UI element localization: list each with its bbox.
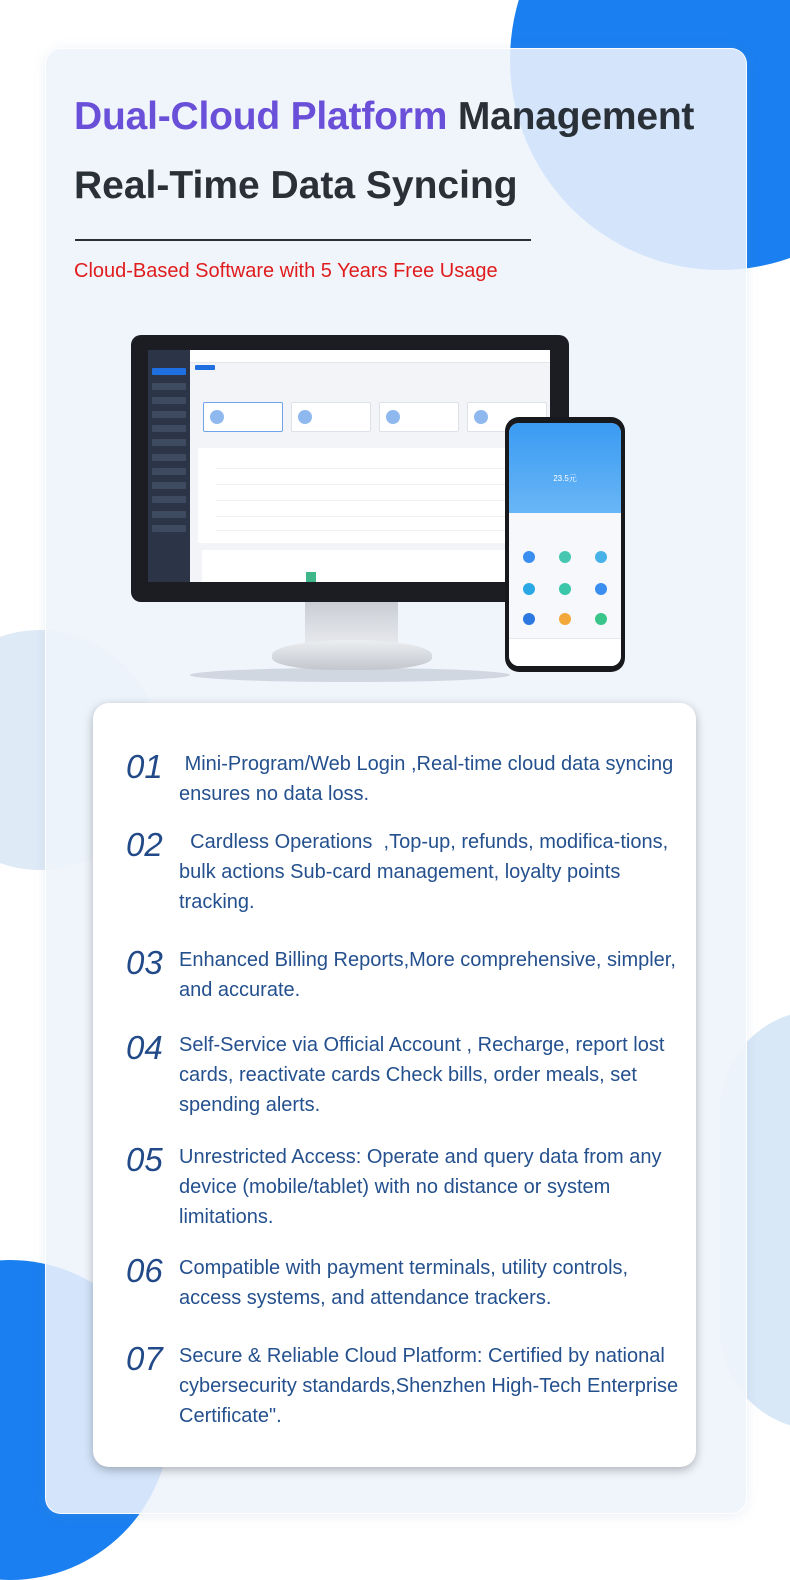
app-icon (595, 583, 607, 595)
page-title-line2: Real-Time Data Syncing (74, 164, 518, 207)
feature-number: 06 (126, 1252, 163, 1289)
app-icon (523, 551, 535, 563)
app-icon (523, 583, 535, 595)
sidebar-item (152, 482, 186, 489)
monitor-stand-base (272, 640, 432, 670)
feature-text: Unrestricted Access: Operate and query data from any device (mobile/tablet) with no distance or system limitations. (179, 1146, 662, 1228)
sidebar-item (152, 468, 186, 475)
title-rest: Management (457, 95, 695, 138)
sidebar-item (152, 425, 186, 432)
feature-text: Self-Service via Official Account , Recharge, report lost cards, reactivate cards Check bills, order meals, set spending alerts. (179, 1034, 665, 1116)
sidebar-item (152, 439, 186, 446)
sidebar-item (152, 454, 186, 461)
user-icon (386, 410, 400, 424)
sidebar-item (152, 496, 186, 503)
sidebar-item (152, 411, 186, 418)
phone-header (509, 423, 621, 513)
feature-text: Mini-Program/Web Login ,Real-time cloud data syncing ensures no data loss. (179, 753, 679, 805)
title-accent: Dual-Cloud Platform (74, 95, 448, 138)
dashboard-bar-chart (202, 550, 550, 582)
money-bag-icon (298, 410, 312, 424)
app-icon (523, 613, 535, 625)
stat-card (291, 402, 371, 432)
sidebar-item (152, 368, 186, 375)
document-icon (474, 410, 488, 424)
coins-icon (210, 410, 224, 424)
dashboard-sidebar (148, 350, 190, 582)
page-title (74, 95, 694, 139)
phone-screen (509, 423, 621, 666)
phone-bottom-nav (509, 638, 621, 666)
chart-bar (306, 572, 316, 582)
dashboard-tab (195, 365, 215, 370)
feature-number: 03 (126, 944, 163, 981)
stat-card (203, 402, 283, 432)
feature-text: Enhanced Billing Reports,More comprehensive, simpler, and accurate. (179, 949, 676, 1001)
page-subtitle: Cloud-Based Software with 5 Years Free Usage (74, 260, 498, 282)
app-icon (595, 613, 607, 625)
feature-number: 07 (126, 1340, 163, 1377)
sidebar-item (152, 383, 186, 390)
feature-text: Compatible with payment terminals, utility controls, access systems, and attendance trackers. (179, 1257, 629, 1309)
device-shadow (190, 668, 510, 682)
sidebar-item (152, 511, 186, 518)
feature-text: Secure & Reliable Cloud Platform: Certified by national cybersecurity standards,Shenzhen High-Tech Enterprise Certificate". (179, 1345, 679, 1427)
stat-card (379, 402, 459, 432)
app-icon (559, 613, 571, 625)
dashboard-topbar (190, 350, 550, 363)
app-icon (559, 583, 571, 595)
feature-number: 04 (126, 1029, 163, 1066)
sidebar-item (152, 397, 186, 404)
title-divider (75, 239, 531, 241)
feature-text: Cardless Operations ,Top-up, refunds, modifica-tions, bulk actions Sub-card management, loyalty points tracking. (179, 831, 674, 913)
app-icon (559, 551, 571, 563)
feature-number: 01 (126, 748, 163, 785)
feature-number: 05 (126, 1141, 163, 1178)
app-icon (595, 551, 607, 563)
monitor-screen-dashboard (148, 350, 550, 582)
sidebar-item (152, 525, 186, 532)
phone-balance: 23.5元 (553, 474, 577, 483)
feature-number: 02 (126, 826, 163, 863)
features-card (93, 703, 696, 1467)
dashboard-chart (198, 448, 550, 543)
